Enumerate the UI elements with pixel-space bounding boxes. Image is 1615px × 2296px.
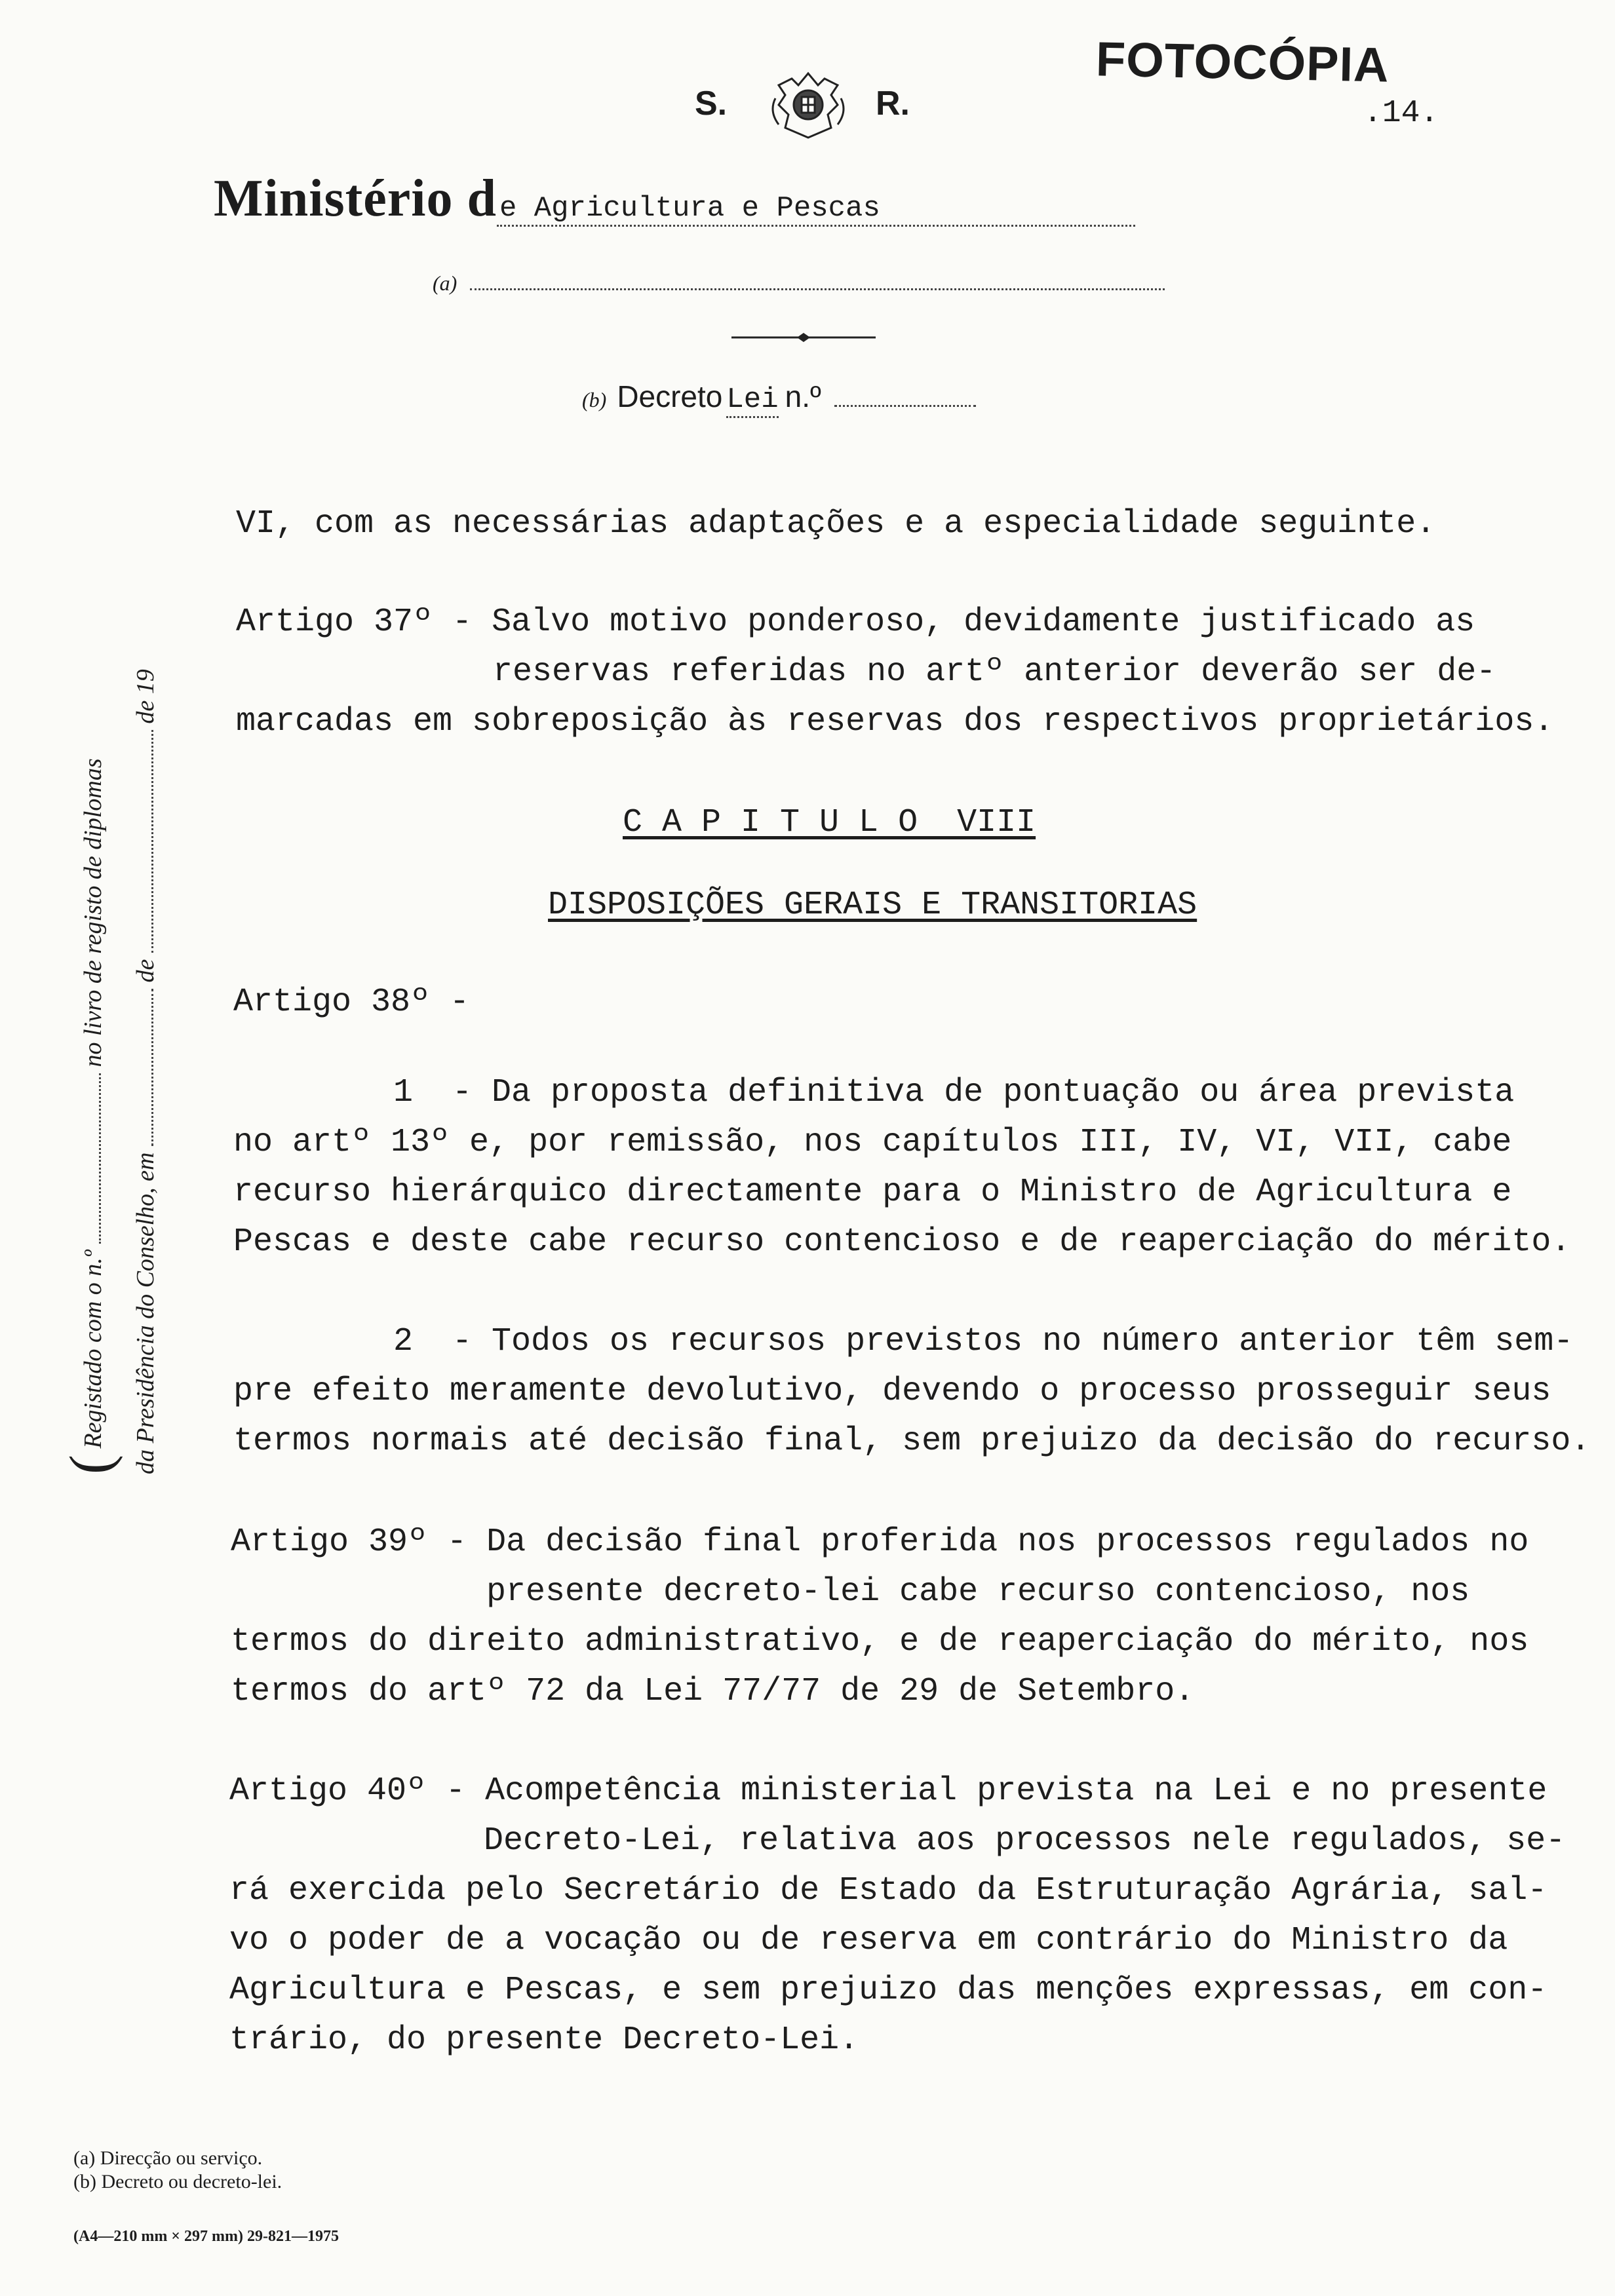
decree-type: Lei [726, 383, 778, 418]
article-38-p1-line4: Pescas e deste cabe recurso contencioso e de reaperciação do mérito. [233, 1223, 1571, 1261]
article-38-p2-line2: pre efeito meramente devolutivo, devendo o processo prosseguir seus [233, 1373, 1551, 1410]
decree-line [582, 379, 976, 418]
header-s: S. [695, 85, 728, 123]
service-line [433, 269, 1165, 296]
left-bracket-icon: ( [58, 1455, 123, 1474]
footnote-a: (a) Direcção ou serviço. [73, 2147, 263, 2169]
article-40-line6: trário, do presente Decreto-Lei. [229, 2021, 859, 2059]
sidebar-registration-line2 [131, 669, 160, 1474]
ministry-name-field: e Agricultura e Pescas [497, 192, 1135, 227]
article-37-line2: reservas referidas no artº anterior deverão ser de- [493, 653, 1496, 691]
decree-number-label: n.º [785, 379, 821, 413]
article-39-line2: presente decreto-lei cabe recurso contencioso, nos [486, 1573, 1470, 1611]
article-38-p1-line1: 1 - Da proposta definitiva de pontuação ou área prevista [393, 1074, 1515, 1111]
body-line-continuation: VI, com as necessárias adaptações e a especialidade seguinte. [236, 505, 1436, 543]
page-number: .14. [1363, 96, 1439, 131]
article-39-line1: Artigo 39º - Da decisão final proferida nos processos regulados no [231, 1523, 1529, 1561]
sidebar-presidency-label: da Presidência do Conselho, em [132, 1152, 159, 1474]
sidebar-registered-label: Registado com o n.º [79, 1250, 107, 1449]
sidebar-number-field [99, 1073, 101, 1244]
article-38-p1-line3: recurso hierárquico directamente para o Ministro de Agricultura e [233, 1174, 1512, 1211]
article-40-line1: Artigo 40º - Acompetência ministerial prevista na Lei e no presente [229, 1772, 1547, 1810]
sidebar-date-field [151, 989, 153, 1146]
ministry-line [214, 169, 1135, 229]
article-38-p2-line3: termos normais até decisão final, sem prejuizo da decisão do recurso. [233, 1423, 1591, 1460]
print-reference: (A4—210 mm × 297 mm) 29-821—1975 [73, 2228, 339, 2245]
sidebar-de-label: de [132, 959, 159, 983]
decree-b-label: (b) [582, 388, 607, 411]
ministry-label: Ministério d [214, 170, 497, 227]
article-37-line3: marcadas em sobreposição às reservas dos respectivos proprietários. [236, 703, 1554, 740]
article-37-line1: Artigo 37º - Salvo motivo ponderoso, devidamente justificado as [236, 603, 1475, 641]
article-40-line2: Decreto-Lei, relativa aos processos nele regulados, se- [484, 1822, 1566, 1860]
ornamental-divider [731, 331, 876, 344]
article-40-line4: vo o poder de a vocação ou de reserva em contrário do Ministro da [229, 1922, 1508, 1959]
article-38-p1-line2: no artº 13º e, por remissão, nos capítulos III, IV, VI, VII, cabe [233, 1124, 1512, 1161]
article-39-line4: termos do artº 72 da Lei 77/77 de 29 de Setembro. [231, 1673, 1195, 1710]
service-field [470, 269, 1165, 290]
article-40-line3: rá exercida pelo Secretário de Estado da Estruturação Agrária, sal- [229, 1872, 1547, 1909]
chapter-heading: C A P I T U L O VIII [623, 804, 1036, 841]
chapter-subheading: DISPOSIÇÕES GERAIS E TRANSITORIAS [548, 887, 1197, 924]
sidebar-year-label: de 19 [132, 669, 159, 724]
article-40-line5: Agricultura e Pescas, e sem prejuizo das menções expressas, em con- [229, 1972, 1547, 2009]
article-38-p2-line1: 2 - Todos os recursos previstos no número anterior têm sem- [393, 1323, 1574, 1360]
footnote-b: (b) Decreto ou decreto-lei. [73, 2171, 282, 2192]
photocopy-stamp: FOTOCÓPIA [1095, 31, 1390, 92]
decree-number-field [834, 385, 976, 407]
article-39-line3: termos do direito administrativo, e de reaperciação do mérito, nos [231, 1623, 1529, 1660]
service-label: (a) [433, 271, 457, 295]
article-38-heading: Artigo 38º - [233, 984, 470, 1021]
coat-of-arms-icon [766, 66, 851, 144]
sidebar-month-field [151, 730, 153, 953]
header-r: R. [876, 85, 910, 123]
sidebar-registration-line1 [58, 758, 123, 1474]
sidebar-book-label: no livro de registo de diplomas [79, 758, 107, 1067]
decree-prefix: Decreto [617, 379, 723, 413]
